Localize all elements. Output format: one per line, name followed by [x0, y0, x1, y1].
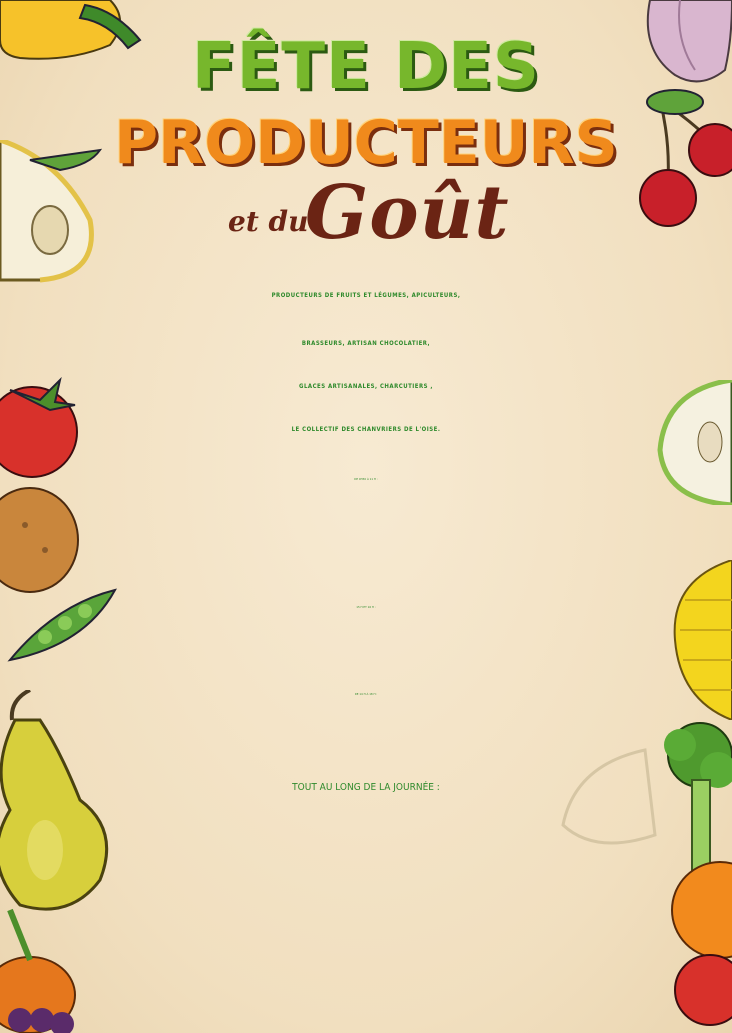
- session2-time: 15 H ET 16 H :: [356, 605, 376, 609]
- apple-outline-icon: [555, 745, 660, 855]
- title-et-du: et du: [228, 205, 309, 238]
- session1-time: DE 9H30 À 11 H :: [354, 477, 378, 481]
- allday-title: TOUT AU LONG DE LA JOURNÉE :: [292, 782, 440, 793]
- potato-icon: [0, 480, 80, 600]
- pear-icon: [0, 690, 115, 915]
- title-producteurs: PRODUCTEURS: [114, 108, 618, 178]
- pea-pod-icon: [5, 585, 120, 665]
- grapes-icon: [0, 1000, 75, 1033]
- producers-line-2: BRASSEURS, ARTISAN CHOCOLATIER,: [301, 340, 431, 347]
- producers-line-4: LE COLLECTIF DES CHANVRIERS DE L'OISE.: [291, 426, 441, 433]
- producers-line-3: GLACES ARTISANALES, CHARCUTIERS ,: [299, 383, 433, 390]
- producers-line-1: PRODUCTEURS DE FRUITS ET LÉGUMES, APICULTEURS,: [271, 292, 461, 299]
- orange-icon: [665, 850, 732, 1033]
- corn-icon: [665, 560, 732, 720]
- session3-time: DE 14 H À 18 H :: [354, 692, 378, 696]
- title-gout: Goût: [305, 170, 510, 256]
- title-fete-des: FÊTE DES: [191, 30, 541, 104]
- apple-slice-icon: [655, 380, 732, 505]
